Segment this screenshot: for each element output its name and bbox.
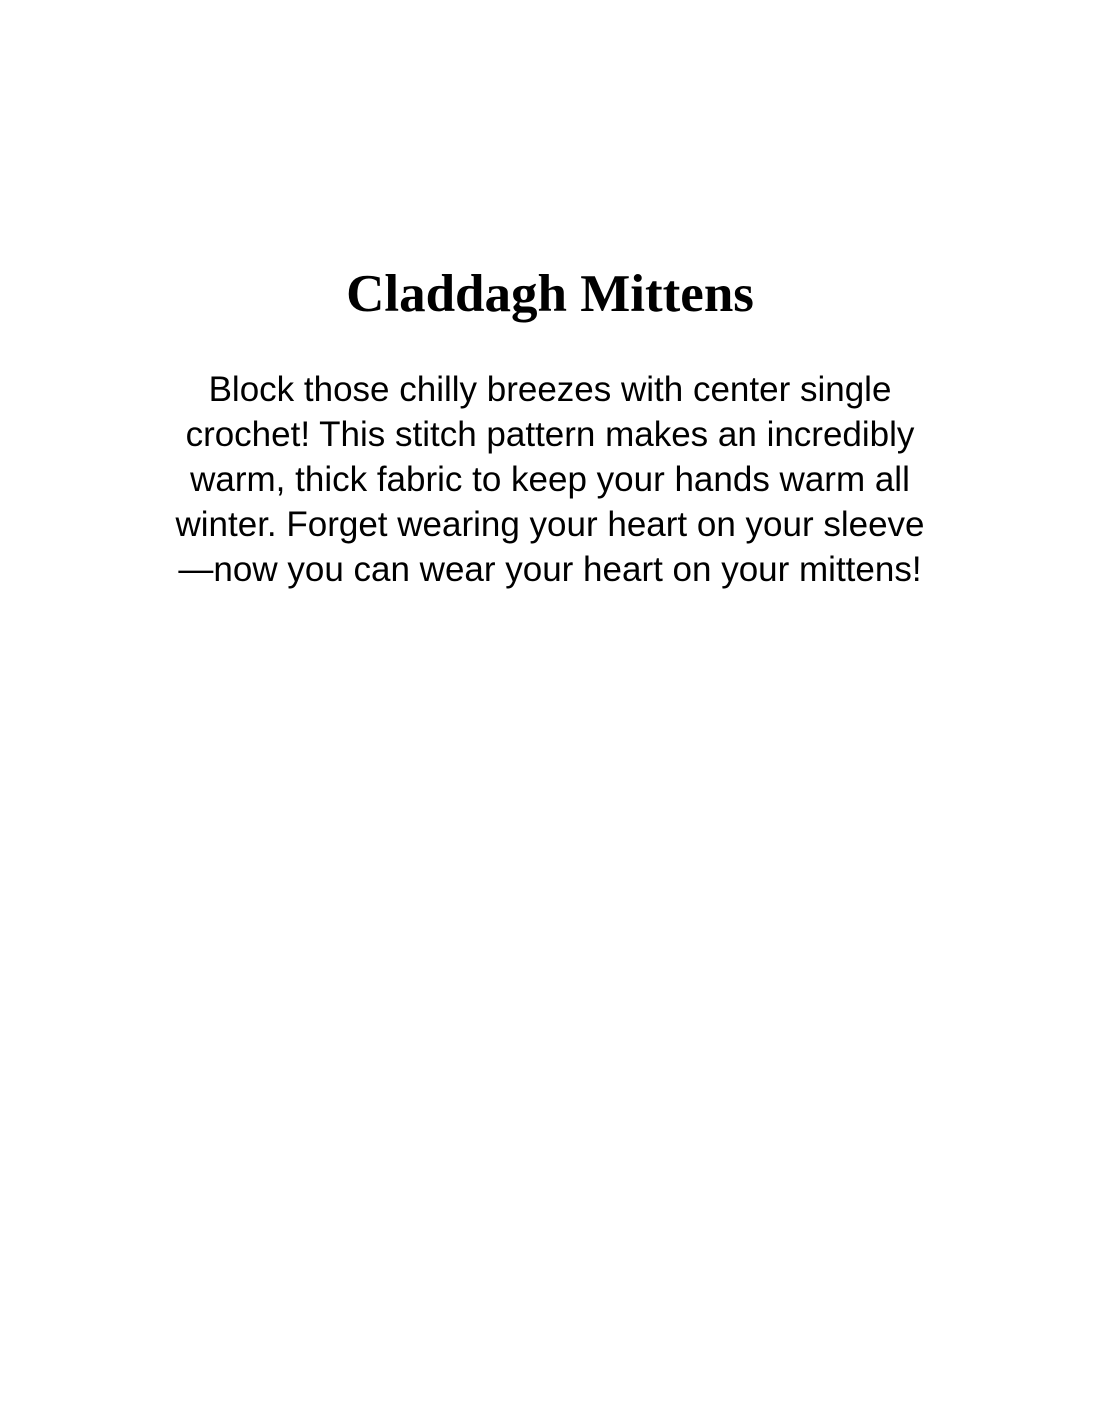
description-line: crochet! This stitch pattern makes an incredibly xyxy=(185,415,915,454)
description-line: —now you can wear your heart on your mittens! xyxy=(178,550,922,589)
description-paragraph xyxy=(130,367,970,592)
page-title: Claddagh Mittens xyxy=(346,265,754,323)
description-line: winter. Forget wearing your heart on your sleeve xyxy=(175,505,925,544)
description-line: warm, thick fabric to keep your hands warm all xyxy=(190,460,910,499)
description-line: Block those chilly breezes with center single xyxy=(208,370,892,409)
